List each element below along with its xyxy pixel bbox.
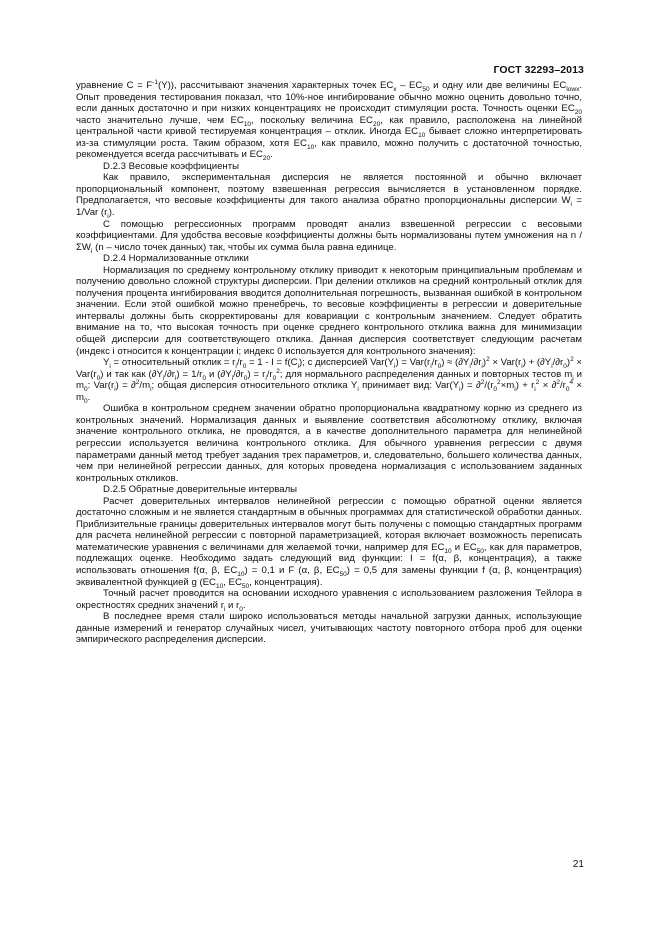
- paragraph: $Y_i$ = относительный отклик = $r_i/r_0 = 1 - I = f(C_i)$; с дисперсией $Var(Y_i) = Var(r_i/r_0) \approx (\partial Y_i/\partial r_i)^2 \times Var(r_i) + (\partial Y_i/\partial r_0)^2 \times Var(r_0)$ и так как $(\partial Y_i/\partial r_i) = 1/r_0$ и $(\partial Y_i/\partial r_0) = r_i/r_0^2$; для нормального распределения данных и повторных тестов $m_i$ и $m_0$: $Var(r_i) = \partial^2/m_i$; общая дисперсия относительного отклика $Y_i$ принимает вид: $Var(Y_i) = \partial^2/(r_0^2\times m_i) + r_i^2 \times \partial^2/r_0^4 \times m_0$.: [76, 355, 583, 405]
- document-header: ГОСТ 32293–2013: [493, 64, 584, 76]
- section-heading: D.2.3 Весовые коэффициенты: [103, 160, 240, 172]
- paragraph: В последнее время стали широко использоваться методы начальной загрузки данных, использующие данные измерений и генератор случайных чисел, учитывающих частоту повторного отбора проб для оценки эмпирического распределения дисперсии.: [76, 611, 582, 646]
- paragraph: Как правило, экспериментальная дисперсия не является постоянной и обычно включает пропорциональный компонент, поэтому взвешенная регрессия вычисляется в установленном порядке. Предполагается, что весовые коэффициенты для такого анализа обратно пропорциональны дисперсии $W_i = 1/Var$ $(r_i)$.: [76, 172, 582, 220]
- paragraph: Расчет доверительных интервалов нелинейной регрессии с помощью обратной оценки является достаточно сложным и не является стандартным в обычных программах для статистической обработки данных. Приблизительные границы доверительных интервалов могут быть получены с помощью стандартных программ для расчета нелинейной регрессии с повторной параметризацией, которая включает возможность переписать математические уравнения с величинами для желаемой точки, например для $EC_{10}$ и $EC_{50}$, как для параметров, подлежащих оценке. Необходимо задать следующий вид функции: I = f(α, β, концентрация), а также использовать отношения f(α, β, $EC_{10}) = 0,1$ и F (α, β, $EC_{50}) = 0,5$ для замены функции f (α, β, концентрация) эквивалентной функцией g ($EC_{10}$, $EC_{50}$, концентрация).: [76, 495, 582, 590]
- paragraph: Нормализация по среднему контрольному отклику приводит к некоторым принципиальным проблемам и получению довольно сложной структуры дисперсии. При делении откликов на средний контрольный отклик для получения процента ингибирования вводится дополнительная погрешность, вызванная ошибкой в контрольном значении. Если этой ошибкой можно пренебречь, то весовые коэффициенты в регрессии и доверительные интервалы должны быть скорректированы для ковариации с контрольным значением. Следует обратить внимание на то, что высокая точность при оценке среднего контрольного отклика важна для минимизации общей дисперсии для соответствующего отклика. Данная дисперсия соответствует следующим расчетам (индекс i относится к концентрации i; индекс 0 используется для контрольного значения):: [76, 264, 582, 357]
- paragraph: Точный расчет проводится на основании исходного уравнения с использованием разложения Тейлора в окрестностях средних значений $r_i$ и $r_0$.: [76, 588, 582, 613]
- document-body: [76, 80, 582, 646]
- paragraph: Ошибка в контрольном среднем значении обратно пропорциональна квадратному корню из среднего из контрольных значений. Нормализация данных и выявление соответствия абсолютному отклику, включая значение контрольного отклика, не проводятся, а в качестве дополнительного параметра для нелинейной регрессии используется величина контрольного отклика. Для обычного уравнения регрессии с двумя параметрами данный метод требует задания трех параметров, и, следовательно, большего количества данных, чем при нелинейной регрессии данных, для которых проведена нормализация с использованием заданных контрольных откликов.: [76, 403, 582, 484]
- section-heading: D.2.4 Нормализованные отклики: [103, 253, 249, 265]
- page-number: 21: [572, 859, 584, 870]
- paragraph: С помощью регрессионных программ проводят анализ взвешенной регрессии с весовыми коэффициентами. Для удобства весовые коэффициенты должны быть нормализованы путем умножения на n / $\Sigma W_i$ (n – число точек данных) так, чтобы их сумма была равна единице.: [76, 218, 582, 255]
- paragraph: уравнение $C = F^{-1}(Y)$), рассчитывают значения характерных точек $EC_x - EC_{50}$ и одну или две величины $EC_{lowx}$. Опыт проведения тестирования показал, что 10%-ное ингибирование обычно можно оценить довольно точно, если данных достаточно и при низких концентрациях не происходит стимуляции роста. Точность оценки $EC_{20}$ часто значительно лучше, чем $EC_{10}$, поскольку величина $EC_{20}$, как правило, расположена на линейной центральной части кривой тестируемая концентрация – отклик. Иногда $EC_{10}$ бывает сложно интерпретировать из-за стимуляции роста. Таким образом, хотя $EC_{10}$, как правило, можно получить с достаточной точностью, рекомендуется всегда рассчитывать и $EC_{20}$.: [76, 78, 583, 163]
- section-heading: D.2.5 Обратные доверительные интервалы: [103, 484, 298, 496]
